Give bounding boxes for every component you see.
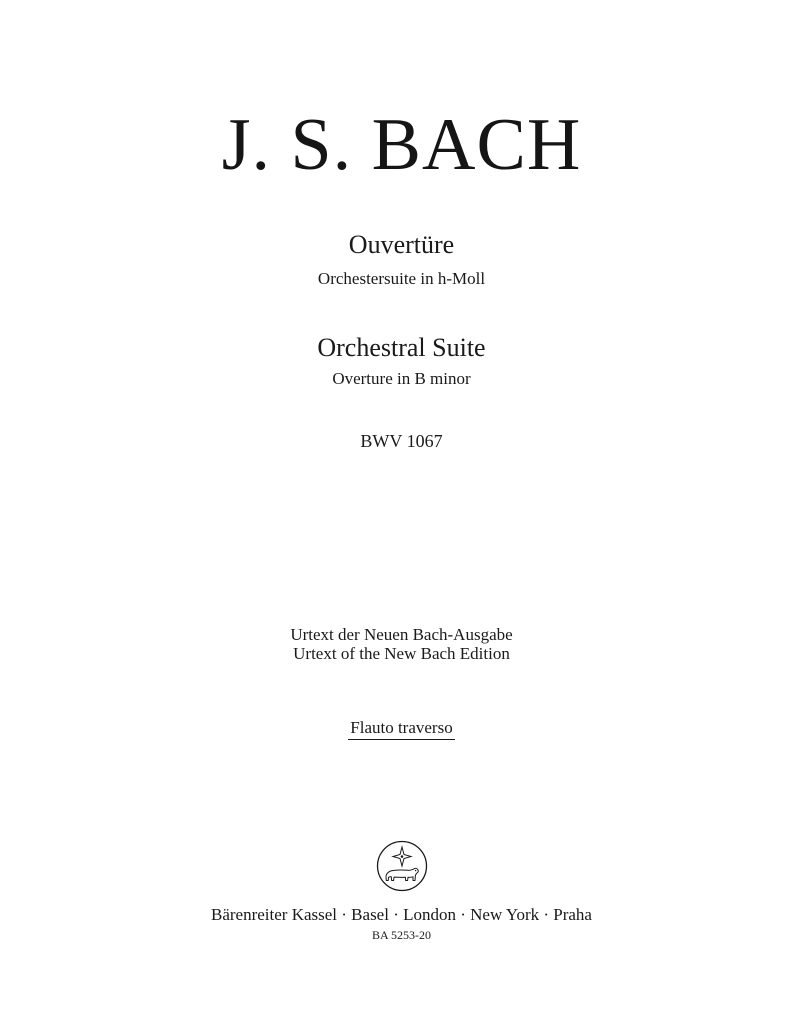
subtitle-english: Overture in B minor <box>332 369 471 388</box>
urtext-label-english: Urtext of the New Bach Edition <box>293 644 510 663</box>
edition-number: BA 5253-20 <box>371 928 431 942</box>
urtext-label-german: Urtext der Neuen Bach-Ausgabe <box>290 625 513 644</box>
instrument-block <box>0 719 803 740</box>
publisher-imprint: Bärenreiter Kassel · Basel · London · New York · Praha <box>211 905 592 924</box>
composer-name: J. S. BACH <box>221 104 582 186</box>
catalog-number: BWV 1067 <box>360 431 443 451</box>
subtitle-german: Orchestersuite in h-Moll <box>317 269 486 288</box>
instrument-part-label: Flauto traverso <box>348 719 454 740</box>
title-german: Ouvertüre <box>348 230 455 259</box>
title-english: Orchestral Suite <box>317 333 486 362</box>
baerenreiter-bear-star-icon <box>376 840 428 892</box>
